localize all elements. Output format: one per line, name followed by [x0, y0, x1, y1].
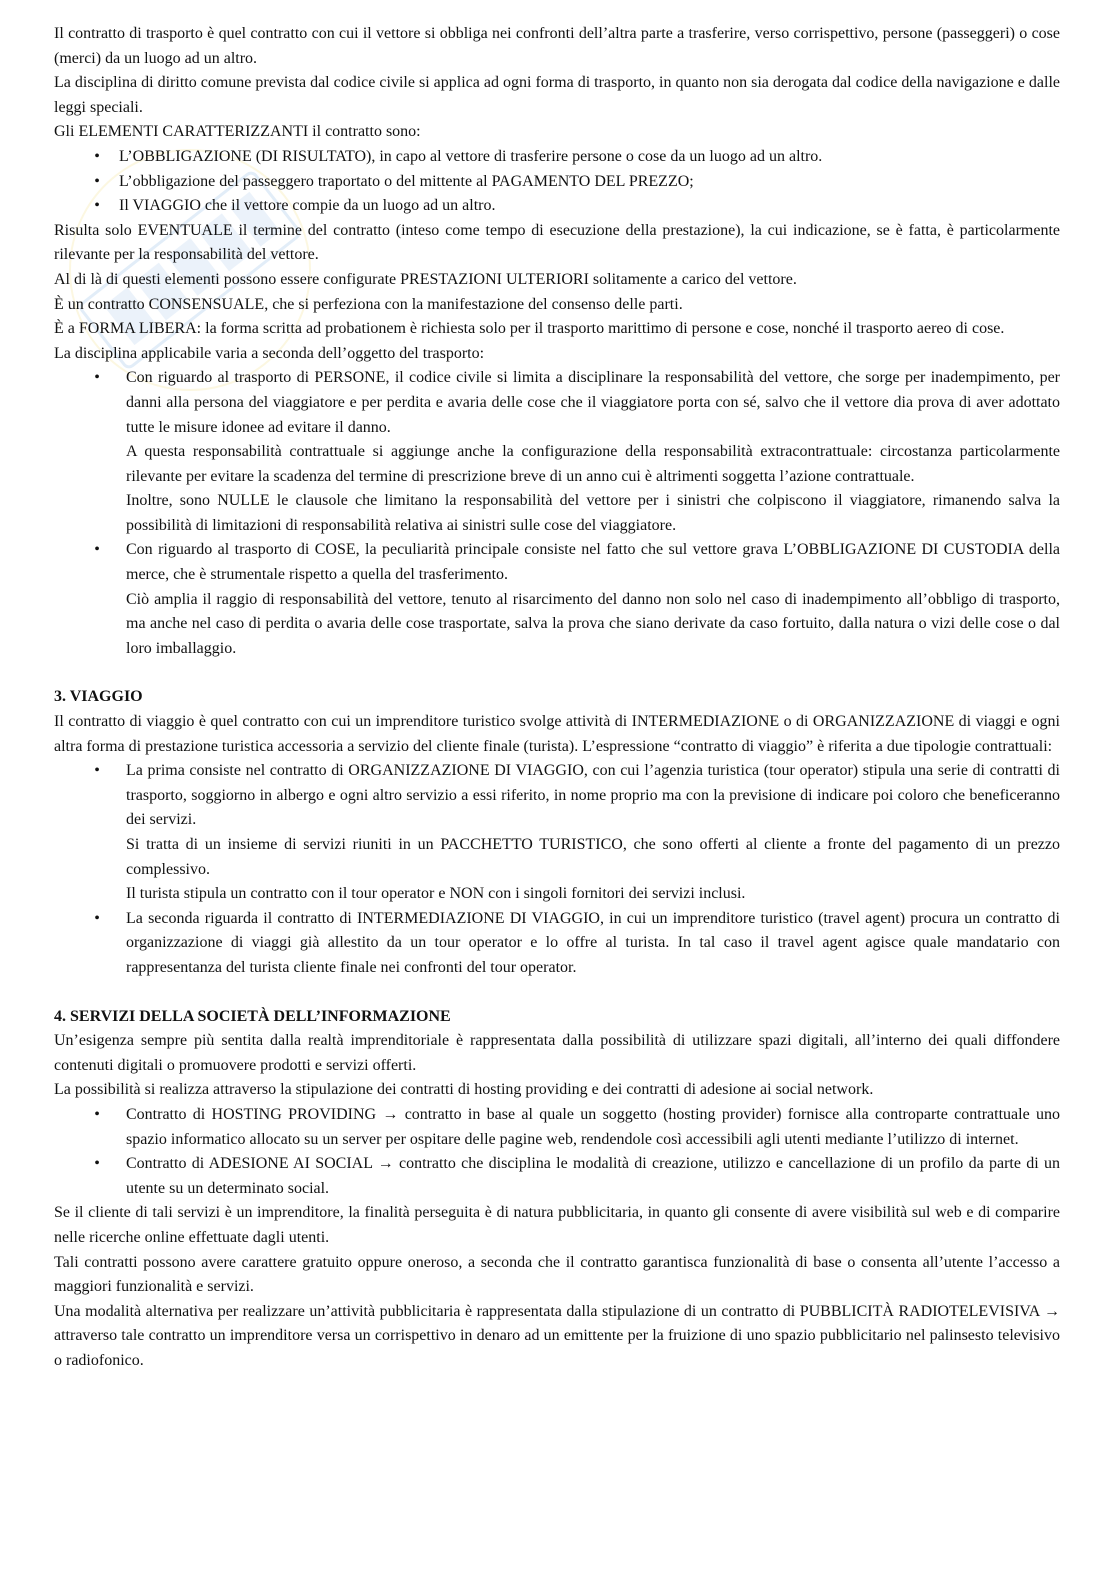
body-paragraph: È un contratto CONSENSUALE, che si perfeziona con la manifestazione del consenso delle parti.	[54, 295, 683, 313]
list-item	[54, 759, 1060, 907]
intro-paragraph: Gli ELEMENTI CARATTERIZZANTI il contratto sono:	[54, 123, 421, 141]
list-item	[54, 1152, 1060, 1201]
servizi-outro: Se il cliente di tali servizi è un imprenditore, la finalità perseguita è di natura pubblicitaria, in quanto gli consente di avere visibilità sul web e di comparire nelle ricerche online effettuate dagli utenti.	[54, 1204, 1060, 1246]
list-item-text: Con riguardo al trasporto di COSE, la peculiarità principale consiste nel fatto che sul vettore grava L’OBBLIGAZIONE DI CUSTODIA della merce, che è strumentale rispetto a quella del trasferimento.	[126, 541, 1060, 584]
servizi-intro: Un’esigenza sempre più sentita dalla realtà imprenditoriale è rappresentata dalla possibilità di utilizzare spazi digitali, all’interno dei quali diffondere contenuti digitali o promuovere prodotti e servizi offerti.	[54, 1032, 1060, 1074]
bullet-icon: •	[94, 197, 100, 215]
list-item	[54, 145, 1060, 170]
list-item-text: Il turista stipula un contratto con il tour operator e NON con i singoli fornitori dei servizi inclusi.	[126, 885, 746, 903]
disciplina-list	[54, 366, 1060, 661]
list-item	[54, 170, 1060, 195]
document-page	[54, 22, 1060, 1373]
bullet-icon: •	[94, 762, 100, 780]
list-item-text: A questa responsabilità contrattuale si aggiunge anche la configurazione della responsabilità extracontrattuale: circostanza particolarmente rilevante per evitare la scadenza del termine di prescrizione breve di un anno cui è altrimenti soggetta l’azione contrattuale.	[126, 443, 1060, 485]
servizi-outro: Una modalità alternativa per realizzare un’attività pubblicitaria è rappresentata dalla stipulazione di un contratto di PUBBLICITÀ RADIOTELEVISIVA → attraverso tale contratto un imprenditore versa un corrispettivo in denaro ad un emittente per la fruizione di uno spazio pubblicitario nel palinsesto televisivo o radiofonico.	[54, 1302, 1060, 1369]
bullet-icon: •	[94, 541, 100, 559]
body-paragraph: È a FORMA LIBERA: la forma scritta ad probationem è richiesta solo per il trasporto marittimo di persone e cose, nonché il trasporto aereo di cose.	[54, 320, 1005, 338]
list-item-text: Il VIAGGIO che il vettore compie da un luogo ad un altro.	[119, 197, 496, 215]
body-paragraph: Al di là di questi elementi possono essere configurate PRESTAZIONI ULTERIORI solitamente a carico del vettore.	[54, 270, 797, 288]
list-item	[54, 366, 1060, 538]
bullet-icon: •	[94, 1155, 100, 1173]
list-item-text: Contratto di HOSTING PROVIDING → contratto in base al quale un soggetto (hosting provider) fornisce alla controparte contrattuale uno spazio informatico allocato su un server per ospitare delle pagine web, rendendole così accessibili agli utenti mediante l’utilizzo di internet.	[126, 1105, 1060, 1148]
intro-paragraph: Il contratto di trasporto è quel contratto con cui il vettore si obbliga nei confronti dell’altra parte a trasferire, verso corrispettivo, persone (passeggeri) o cose (merci) da un luogo ad un altro.	[54, 25, 1060, 67]
list-item-text: La prima consiste nel contratto di ORGANIZZAZIONE DI VIAGGIO, con cui l’agenzia turistica (tour operator) stipula una serie di contratti di trasporto, soggiorno in albergo e ogni altro servizio a essi riferito, in nome proprio ma con la previsione di indicare poi coloro che beneficeranno dei servizi.	[126, 762, 1060, 829]
list-item-text: Con riguardo al trasporto di PERSONE, il codice civile si limita a disciplinare la responsabilità del vettore, che sorge per inadempimento, per danni alla persona del viaggiatore e per perdita e avaria delle cose che il viaggiatore porta con sé, salvo che il vettore dia prova di aver adottato tutte le misure idonee ad evitare il danno.	[126, 369, 1060, 436]
list-item-text: La seconda riguarda il contratto di INTERMEDIAZIONE DI VIAGGIO, in cui un imprenditore turistico (travel agent) procura un contratto di organizzazione di viaggi già allestito da un tour operator e lo offre al turista. In tal caso il travel agent agisce quale mandatario con rappresentanza del turista cliente finale nei confronti del tour operator.	[126, 909, 1060, 976]
bullet-icon: •	[94, 172, 100, 190]
list-item-text: L’OBBLIGAZIONE (DI RISULTATO), in capo al vettore di trasferire persone o cose da un luogo ad un altro.	[119, 147, 823, 165]
body-paragraph: Risulta solo EVENTUALE il termine del contratto (inteso come tempo di esecuzione della prestazione), la cui indicazione, se è fatta, è particolarmente rilevante per la responsabilità del vettore.	[54, 221, 1060, 264]
bullet-icon: •	[94, 369, 100, 387]
list-item-text: Ciò amplia il raggio di responsabilità del vettore, tenuto al risarcimento del danno non solo nel caso di inadempimento all’obbligo di trasporto, ma anche nel caso di perdita o avaria delle cose trasportate, salva la prova che siano derivate da caso fortuito, dalla natura o vizi delle cose o dal loro imballaggio.	[126, 590, 1060, 657]
list-item-text: L’obbligazione del passeggero traportato o del mittente al PAGAMENTO DEL PREZZO;	[119, 172, 694, 190]
servizi-list	[54, 1103, 1060, 1201]
bullet-icon: •	[94, 147, 100, 165]
servizi-outro: Tali contratti possono avere carattere gratuito oppure oneroso, a seconda che il contratto garantisca funzionalità di base o consenta all’utente l’accesso a maggiori funzionalità e servizi.	[54, 1253, 1060, 1296]
body-paragraph: La disciplina applicabile varia a seconda dell’oggetto del trasporto:	[54, 344, 485, 362]
list-item	[54, 1103, 1060, 1152]
list-item-text: Inoltre, sono NULLE le clausole che limitano la responsabilità del vettore per i sinistri che colpiscono il viaggiatore, rimanendo salva la possibilità di limitazioni di responsabilità relativa ai sinistri sulle cose del viaggiatore.	[126, 492, 1060, 534]
list-item	[54, 538, 1060, 661]
section-title-servizi: 4. SERVIZI DELLA SOCIETÀ DELL’INFORMAZIONE	[54, 1007, 451, 1025]
viaggio-intro: Il contratto di viaggio è quel contratto con cui un imprenditore turistico svolge attività di INTERMEDIAZIONE o di ORGANIZZAZIONE di viaggi e ogni altra forma di prestazione turistica accessoria a servizio del cliente finale (turista). L’espressione “contratto di viaggio” è riferita a due tipologie contrattuali:	[54, 713, 1060, 755]
list-item	[54, 194, 1060, 219]
viaggio-list	[54, 759, 1060, 980]
section-title-viaggio: 3. VIAGGIO	[54, 688, 143, 706]
bullet-icon: •	[94, 909, 100, 927]
list-item-text: Si tratta di un insieme di servizi riuniti in un PACCHETTO TURISTICO, che sono offerti al cliente a fronte del pagamento di un prezzo complessivo.	[126, 836, 1060, 878]
list-item	[54, 907, 1060, 981]
servizi-intro: La possibilità si realizza attraverso la stipulazione dei contratti di hosting providing e dei contratti di adesione ai social network.	[54, 1081, 874, 1099]
intro-paragraph: La disciplina di diritto comune prevista dal codice civile si applica ad ogni forma di trasporto, in quanto non sia derogata dal codice della navigazione e dalle leggi speciali.	[54, 74, 1060, 116]
bullet-icon: •	[94, 1105, 100, 1123]
list-item-text: Contratto di ADESIONE AI SOCIAL → contratto che disciplina le modalità di creazione, utilizzo e cancellazione di un profilo da parte di un utente su un determinato social.	[126, 1155, 1060, 1197]
elementi-list	[54, 145, 1060, 219]
